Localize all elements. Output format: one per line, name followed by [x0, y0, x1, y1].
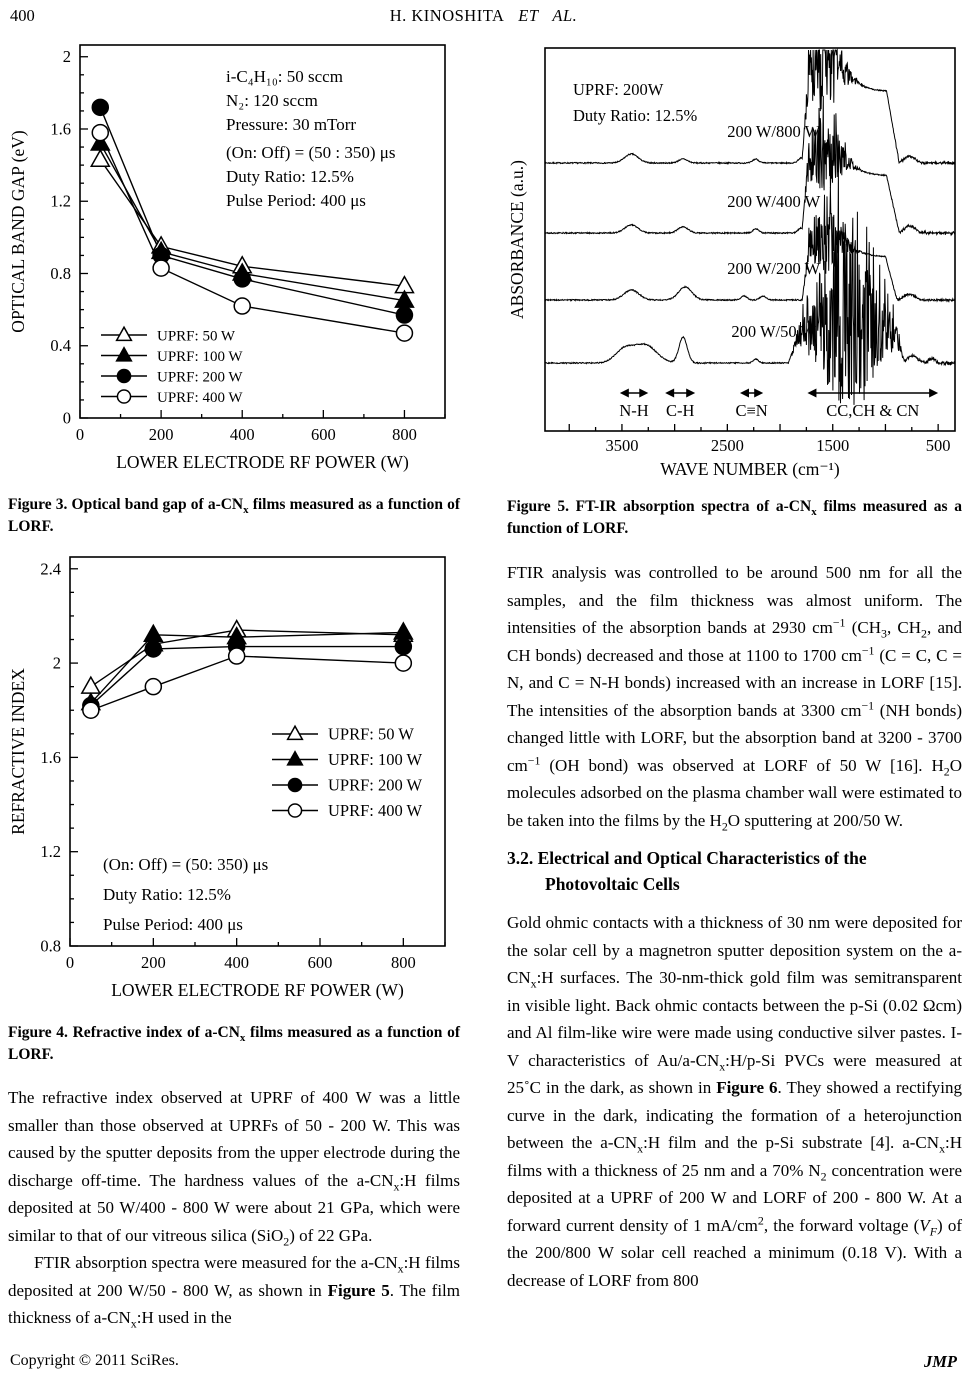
svg-text:UPRF: 50 W: UPRF: 50 W: [328, 724, 414, 744]
svg-text:800: 800: [390, 953, 416, 972]
svg-text:1.6: 1.6: [50, 119, 71, 139]
svg-text:WAVE NUMBER (cm⁻¹): WAVE NUMBER (cm⁻¹): [660, 459, 840, 479]
svg-text:C-H: C-H: [665, 401, 695, 420]
axis-ticks: [569, 424, 938, 431]
plot-area: [8, 45, 445, 472]
plot-area: [8, 557, 445, 1000]
paragraph-ftir-spectra: FTIR absorption spectra were measured for the $a-CN_x:H$ films deposited at 200 W/50 - 800 W, as shown in Figure 5. The film thickness of $a-CN_x:H$ used in the: [8, 1253, 461, 1331]
svg-text:500: 500: [925, 436, 951, 455]
markers-UPRF: 100 W: [82, 623, 413, 710]
paragraph-photovoltaic-cells: Gold ohmic contacts with a thickness of 30 nm were deposited for the solar cell by a magnetron sputter deposition system on the $a-CN_x:H$ surfaces. The 30-nm-thick gold film was semitransparent in visible light. Back ohmic contacts between the p-Si (0.02 Ωcm) and Al film-like wire were made using conductive silver pastes. I-V characteristics of $Au/a-CN_x:H/p-Si$ PVCs were measured at 25˚C in the dark, as shown in Figure 6. They showed a rectifying curve in the dark, indicating the formation of a heterojunction between the $a-CN_x:H$ film and the p-Si substrate [4]. $a-CN_x:H$ films with a thickness of 25 nm and a 70% $N_2$ concentration were deposited at a UPRF of 200 W and LORF of 200 - 800 W. At a forward current density of 1 $mA/cm^2$, the forward voltage $(V_F)$ of the 200/800 W solar cell reached a minimum (0.18 V). With a decrease of LORF from 800: [507, 913, 963, 1290]
svg-text:1.2: 1.2: [40, 842, 61, 862]
svg-text:(On: Off) = (50: 350) μs: (On: Off) = (50: 350) μs: [103, 855, 269, 874]
svg-text:1.2: 1.2: [50, 191, 71, 211]
svg-text:200: 200: [140, 953, 166, 972]
series-UPRF: 200 W: [100, 107, 404, 315]
svg-text:C≡N: C≡N: [735, 401, 768, 420]
svg-text:1.6: 1.6: [40, 747, 61, 767]
svg-text:Pulse Period: 400 μs: Pulse Period: 400 μs: [103, 915, 243, 934]
annotation: [226, 143, 395, 210]
figure5-ftir-spectra-chart: [507, 43, 962, 488]
paragraph-refractive-index: The refractive index observed at UPRF of 400 W was a little smaller than those observed at UPRFs of 50 - 200 W. This was caused by the sputter deposits from the upper electrode during the discharge off-time. The hardness values of the $a-CN_x:H$ films deposited at 50 W/400 - 800 W were about 21 GPa, which were similar to that of our vitreous silica (SiO$_2$) of 22 GPa.: [8, 1088, 460, 1248]
markers-UPRF: 200 W: [83, 639, 412, 714]
svg-text:UPRF: 100 W: UPRF: 100 W: [157, 349, 243, 365]
svg-text:2: 2: [62, 47, 71, 67]
svg-text:UPRF: 50 W: UPRF: 50 W: [157, 328, 236, 345]
annotation: [103, 855, 268, 934]
svg-text:200 W/200 W: 200 W/200 W: [727, 259, 821, 278]
paragraph-ftir-analysis: FTIR analysis was controlled to be around 500 nm for all the samples, and the film thickness was almost uniform. The intensities of the absorption bands at 2930 $cm^{-1}$ ($CH_3$, $CH_2$, and CH bonds) decreased and those at 1100 to 1700 $cm^{-1}$ (C = C, C = N, and C = N-H bonds) increased with an increase in LORF [15]. The intensities of the absorption bands at 3300 $cm^{-1}$ (NH bonds) changed little with LORF, but the absorption band at 3200 - 3700 $cm^{-1}$ (OH bond) was observed at LORF of 50 W [16]. $H_2O$ molecules adsorbed on the plasma chamber wall were estimated to be taken into the films by the $H_2O$ sputtering at 200/50 W.: [507, 563, 963, 833]
figure3-optical-band-gap-chart: [8, 40, 460, 488]
legend: [272, 725, 423, 821]
svg-text:i-C₄H₁₀: 50 sccm: i-C₄H₁₀: 50 sccm: [226, 67, 343, 86]
svg-text:Pulse Period: 400 μs: Pulse Period: 400 μs: [226, 191, 366, 210]
left-column: [8, 40, 460, 1332]
svg-text:OPTICAL BAND GAP (eV): OPTICAL BAND GAP (eV): [8, 130, 28, 333]
svg-text:3500: 3500: [605, 436, 639, 455]
svg-text:0.8: 0.8: [40, 936, 61, 956]
figure3-caption: Figure 3. Optical band gap of $a-CN_x$ films measured as a function of LORF.: [8, 496, 460, 535]
svg-text:600: 600: [310, 425, 336, 444]
footer-journal-abbrev: JMP: [924, 1352, 957, 1371]
band-arrows: [619, 389, 938, 421]
svg-text:1500: 1500: [816, 436, 850, 455]
svg-text:N-H: N-H: [619, 401, 649, 420]
svg-text:200 W/800 W: 200 W/800 W: [727, 122, 821, 141]
svg-text:LOWER ELECTRODE RF POWER (W): LOWER ELECTRODE RF POWER (W): [111, 980, 404, 1000]
figure4-caption: Figure 4. Refractive index of $a-CN_x$ films measured as a function of LORF.: [8, 1024, 461, 1063]
svg-text:UPRF: 400 W: UPRF: 400 W: [157, 390, 243, 406]
plot-area: [507, 48, 955, 479]
axis-ticks: [80, 57, 445, 418]
svg-text:LOWER ELECTRODE RF POWER (W): LOWER ELECTRODE RF POWER (W): [116, 452, 409, 472]
svg-text:(On: Off) = (50 : 350) μs: (On: Off) = (50 : 350) μs: [226, 143, 396, 162]
svg-text:200 W/50 W: 200 W/50 W: [731, 322, 817, 341]
svg-text:200 W/400 W: 200 W/400 W: [727, 192, 821, 211]
series-UPRF: 400 W: [91, 656, 404, 710]
series-UPRF: 50 W: [91, 630, 404, 687]
svg-text:UPRF: 200 W: UPRF: 200 W: [157, 369, 243, 386]
svg-text:UPRF: 200W: UPRF: 200W: [573, 80, 664, 99]
figure5-caption: Figure 5. FT-IR absorption spectra of $a-CN_x$ films measured as a function of LORF.: [507, 498, 962, 537]
svg-text:800: 800: [392, 425, 417, 444]
running-title: H. KINOSHITA ET AL.: [389, 6, 578, 25]
svg-text:UPRF: 200 W: UPRF: 200 W: [328, 775, 423, 795]
svg-text:0: 0: [75, 425, 85, 444]
svg-text:Pressure: 30 mTorr: Pressure: 30 mTorr: [226, 115, 357, 134]
svg-text:UPRF: 100 W: UPRF: 100 W: [328, 750, 423, 769]
svg-text:REFRACTIVE INDEX: REFRACTIVE INDEX: [8, 668, 28, 835]
svg-text:N₂: 120 sccm: N₂: 120 sccm: [226, 91, 318, 110]
svg-text:UPRF: 400 W: UPRF: 400 W: [328, 801, 423, 820]
legend: [101, 327, 243, 406]
svg-text:CC,CH & CN: CC,CH & CN: [826, 401, 920, 420]
right-column: [507, 40, 962, 1294]
svg-text:0: 0: [62, 408, 71, 428]
svg-text:0: 0: [65, 953, 75, 972]
svg-text:2: 2: [52, 653, 61, 673]
svg-text:2500: 2500: [710, 436, 744, 455]
svg-text:Duty Ratio: 12.5%: Duty Ratio: 12.5%: [573, 106, 698, 125]
section-heading-3-2: 3.2. Electrical and Optical Characteristics of the Photovoltaic Cells: [507, 848, 867, 894]
svg-text:600: 600: [307, 953, 333, 972]
svg-text:ABSORBANCE (a.u.): ABSORBANCE (a.u.): [507, 160, 527, 319]
svg-text:2.4: 2.4: [40, 559, 61, 579]
svg-text:Duty Ratio: 12.5%: Duty Ratio: 12.5%: [226, 167, 354, 186]
annotation: [226, 67, 356, 134]
figure4-refractive-index-chart: [8, 552, 460, 1014]
series-UPRF: 400 W: [100, 133, 404, 333]
svg-text:0.8: 0.8: [50, 263, 71, 283]
footer-copyright: Copyright © 2011 SciRes.: [10, 1352, 179, 1369]
svg-text:400: 400: [229, 425, 255, 444]
svg-text:Duty Ratio: 12.5%: Duty Ratio: 12.5%: [103, 885, 231, 904]
page-number: 400: [10, 6, 35, 25]
svg-text:0.4: 0.4: [50, 336, 71, 356]
svg-text:400: 400: [224, 953, 250, 972]
svg-text:200: 200: [148, 425, 174, 444]
